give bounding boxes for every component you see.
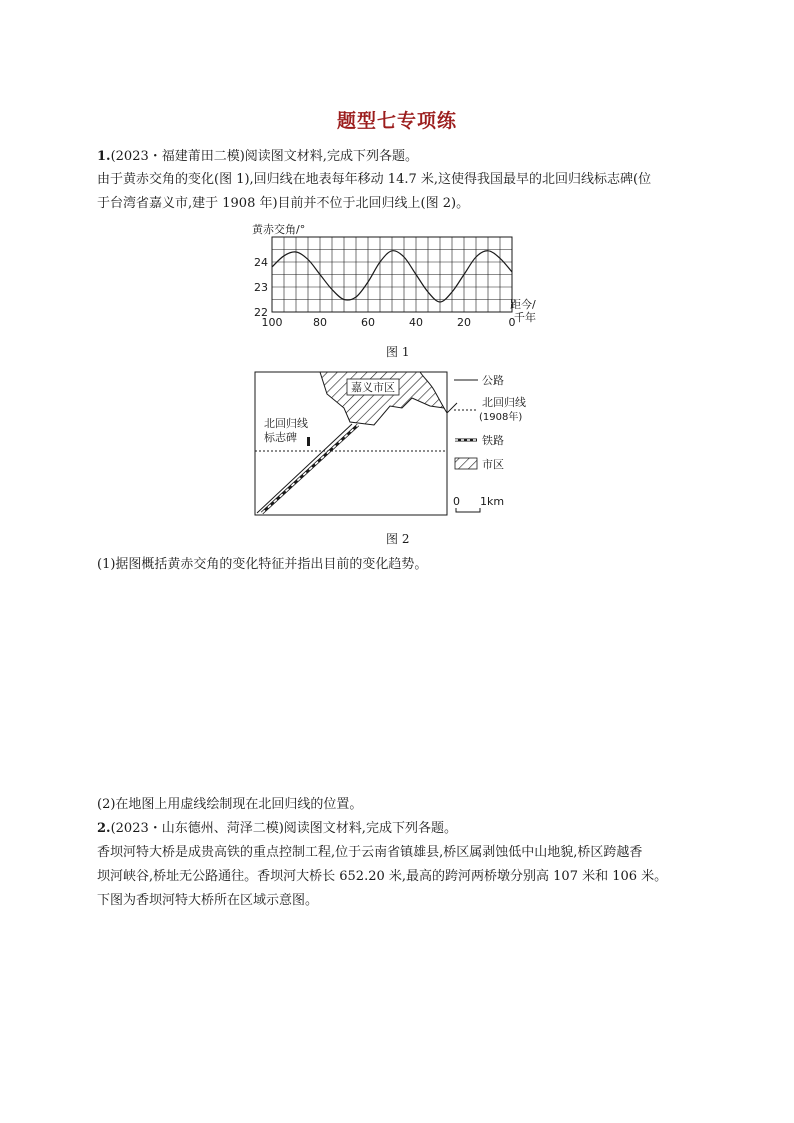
question-source: (2023・福建莆田二模)阅读图文材料,完成下列各题。 [110,149,418,164]
road-segment [444,403,457,413]
figure-2-caption: 图 2 [386,532,410,546]
city-label: 嘉义市区 [351,381,395,394]
y-tick-label: 24 [254,256,268,269]
y-tick-label: 23 [254,281,268,294]
material-text-line: 由于黄赤交角的变化(图 1),回归线在地表每年移动 14.7 米,这使得我国最早的北回归线标志碑(位 [97,172,652,187]
x-axis-ticks [262,316,516,329]
page-title: 题型七专项练 [336,110,457,132]
y-tick-label: 22 [254,306,268,319]
x-tick-label: 40 [409,316,423,329]
question-number: 2. [97,821,111,836]
x-tick-label: 0 [508,316,516,329]
monument-label-1: 北回归线 [264,417,308,430]
figure-1-chart [240,222,550,334]
question-number: 1. [97,149,111,164]
x-tick-label: 20 [457,316,471,329]
x-axis-label-1: 距今/ [510,298,536,311]
monument-label-2: 标志碑 [264,431,297,444]
legend-road-label: 公路 [482,374,504,387]
legend-railway-label: 铁路 [482,434,504,447]
legend-tropic-year: (1908年) [479,412,523,423]
x-tick-label: 60 [361,316,375,329]
x-axis-label-2: 千年 [514,311,536,324]
sub-question-1: (1)据图概括黄赤交角的变化特征并指出目前的变化趋势。 [97,557,428,572]
figure-1-caption: 图 1 [386,345,410,359]
x-tick-label: 80 [313,316,327,329]
y-axis-ticks [254,256,268,319]
figure-2-map [252,368,526,518]
material-text-line: 坝河峡谷,桥址无公路通往。香坝河大桥长 652.20 米,最高的跨河两桥墩分别高 107 米和 106 米。 [97,869,668,884]
question-source: (2023・山东德州、菏泽二模)阅读图文材料,完成下列各题。 [110,821,457,836]
legend-tropic-label: 北回归线 [482,396,526,409]
x-tick-label: 100 [261,316,283,329]
chart-grid [272,237,512,312]
scale-km: 1km [480,495,505,508]
scale-bar [456,508,480,512]
monument-marker [307,437,310,446]
question-1-header [97,149,418,165]
legend-city-symbol [455,458,477,469]
question-2-header [97,821,457,837]
material-text-line: 香坝河特大桥是成贵高铁的重点控制工程,位于云南省镇雄县,桥区属剥蚀低中山地貌,桥区跨越香 [97,845,643,860]
sub-question-2: (2)在地图上用虚线绘制现在北回归线的位置。 [97,797,363,812]
scale-zero: 0 [453,495,460,508]
material-text-line: 下图为香坝河特大桥所在区域示意图。 [97,893,319,908]
legend-city-label: 市区 [482,458,504,471]
material-text-line: 于台湾省嘉义市,建于 1908 年)目前并不位于北回归线上(图 2)。 [97,196,470,211]
y-axis-label: 黄赤交角/° [252,223,306,236]
